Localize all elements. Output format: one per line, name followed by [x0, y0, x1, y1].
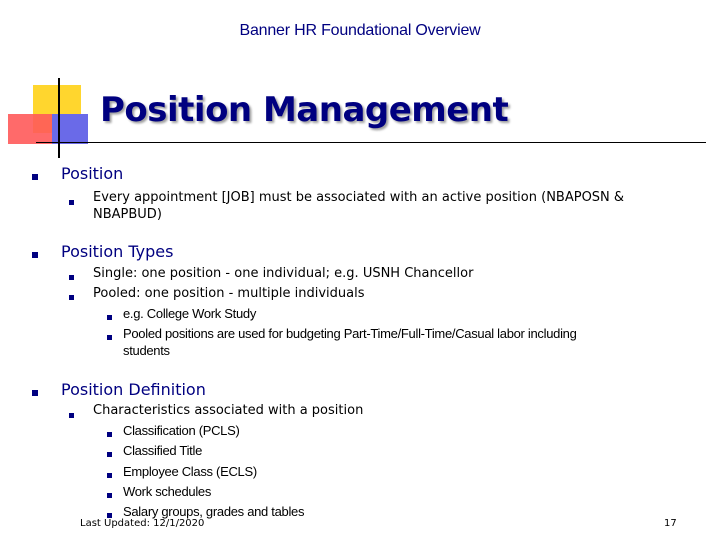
bullet-icon [69, 413, 74, 418]
types-pooled-sub-1: e.g. College Work Study [123, 306, 257, 321]
bullet-icon [69, 295, 74, 300]
bullet-icon [69, 275, 74, 280]
bullet-icon [107, 432, 112, 437]
bullet-icon [107, 452, 112, 457]
footer-updated: Last Updated: 12/1/2020 [80, 518, 205, 529]
bullet-icon [69, 200, 74, 205]
types-pooled-sub-2-cont: students [123, 343, 170, 358]
bullet-icon [107, 335, 112, 340]
definition-sub-3: Employee Class (ECLS) [123, 464, 257, 479]
decor-red-bar [8, 114, 58, 144]
slide-header: Banner HR Foundational Overview [239, 22, 481, 39]
bullet-icon [32, 174, 38, 180]
slide-title: Position Management [100, 90, 509, 130]
types-single: Single: one position - one individual; e.g. USNH Chancellor [93, 266, 474, 281]
bullet-icon [32, 252, 38, 258]
bullet-icon [107, 493, 112, 498]
definition-char: Characteristics associated with a position [93, 403, 364, 418]
definition-sub-5: Salary groups, grades and tables [123, 504, 305, 519]
bullet-icon [32, 390, 38, 396]
types-pooled: Pooled: one position - multiple individuals [93, 286, 365, 301]
decor-vertical-line [58, 78, 60, 158]
types-pooled-sub-2: Pooled positions are used for budgeting Part-Time/Full-Time/Casual labor including [123, 326, 577, 341]
page-number: 17 [664, 518, 677, 529]
position-heading: Position [61, 164, 124, 183]
position-item-1-cont: NBAPBUD) [93, 207, 162, 222]
bullet-icon [107, 473, 112, 478]
decor-horizontal-line [36, 142, 706, 143]
position-item-1: Every appointment [JOB] must be associated with an active position (NBAPOSN & [93, 190, 625, 205]
definition-sub-1: Classification (PCLS) [123, 423, 240, 438]
definition-sub-4: Work schedules [123, 484, 212, 499]
types-heading: Position Types [61, 242, 174, 261]
definition-heading: Position Definition [61, 380, 206, 399]
definition-sub-2: Classified Title [123, 443, 203, 458]
bullet-icon [107, 315, 112, 320]
